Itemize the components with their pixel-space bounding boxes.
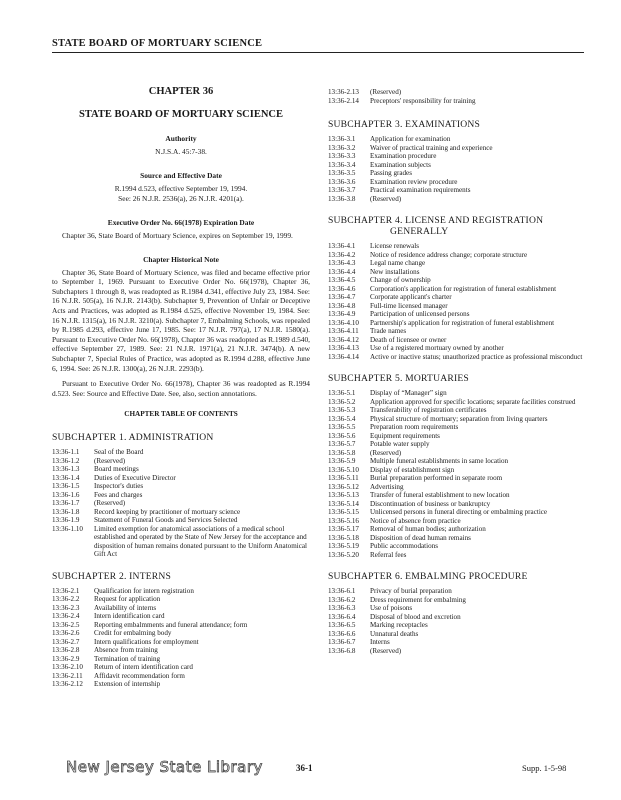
section-title: Physical structure of mortuary; separation from living quarters [370, 414, 548, 423]
section-number: 13:36-1.2 [52, 456, 80, 465]
toc-entry [328, 327, 586, 336]
source-text [52, 184, 310, 204]
toc-entry [328, 508, 586, 517]
chapter-number: CHAPTER 36 [148, 86, 214, 97]
toc-entry [328, 242, 586, 251]
section-title: Practical examination requirements [370, 186, 471, 194]
subchapter-heading [328, 215, 586, 237]
toc-entry [52, 465, 310, 474]
executive-order-text: Chapter 36, State Board of Mortuary Science, expires on September 19, 1999. [62, 231, 293, 240]
toc-entry [328, 551, 586, 560]
section-title: Seal of the Board [94, 448, 144, 457]
section-number: 13:36-5.13 [328, 491, 359, 499]
section-title: Partnership's application for registration of funeral establishment [370, 318, 555, 327]
toc-entry [328, 406, 586, 415]
subchapter-heading-line: SUBCHAPTER 4. LICENSE AND REGISTRATION [328, 215, 544, 226]
toc-entry [328, 483, 586, 492]
section-number: 13:36-3.6 [328, 177, 356, 186]
section-title: (Reserved) [94, 499, 126, 508]
toc-entry [328, 621, 586, 630]
section-title: Extension of internship [94, 680, 161, 689]
section-title: Affidavit recommendation form [94, 671, 185, 680]
section-number: 13:36-4.1 [328, 242, 356, 250]
section-title: Transferability of registration certificates [370, 406, 487, 414]
toc-entry [52, 508, 310, 517]
section-title: Advertising [370, 482, 404, 491]
toc-entry [328, 88, 586, 97]
section-number: 13:36-4.3 [328, 259, 356, 267]
page-number: 36-1 [296, 763, 313, 773]
toc-entry [52, 448, 310, 457]
section-title: Use of a registered mortuary owned by another [370, 344, 504, 352]
toc-entry [328, 638, 586, 647]
toc-entry [328, 310, 586, 319]
section-title: Removal of human bodies; authorization [370, 525, 486, 533]
section-number: 13:36-2.14 [328, 96, 359, 105]
toc-entry [328, 268, 586, 277]
section-number: 13:36-1.10 [52, 524, 83, 533]
toc-list [52, 587, 310, 689]
section-number: 13:36-1.6 [52, 490, 80, 499]
toc-entry [328, 525, 586, 534]
running-header: STATE BOARD OF MORTUARY SCIENCE [52, 38, 263, 49]
section-number: 13:36-2.10 [52, 663, 83, 672]
toc-entry [328, 500, 586, 509]
toc-entry [328, 152, 586, 161]
section-number: 13:36-4.10 [328, 318, 359, 327]
section-title: Participation of unlicensed persons [370, 310, 470, 318]
toc-entry [328, 542, 586, 551]
toc-entry [328, 398, 586, 407]
toc-entry [52, 621, 310, 630]
section-number: 13:36-2.7 [52, 637, 80, 646]
section-number: 13:36-3.7 [328, 186, 356, 194]
section-number: 13:36-4.12 [328, 335, 359, 344]
section-title: Return of intern identification card [94, 663, 193, 672]
section-title: Disposal of blood and excretion [370, 612, 461, 621]
header-rule [52, 52, 584, 53]
toc-entry [328, 466, 586, 475]
section-title: Full-time licensed manager [370, 301, 448, 310]
section-number: 13:36-5.5 [328, 423, 356, 431]
source-heading: Source and Effective Date [140, 171, 222, 180]
toc-entry [328, 195, 586, 204]
toc-entry [328, 415, 586, 424]
section-number: 13:36-4.5 [328, 276, 356, 284]
right-column [328, 88, 586, 667]
section-title: Active or inactive status; unauthorized practice as professional misconduct [370, 352, 583, 361]
toc-list [328, 135, 586, 203]
section-title: Termination of training [94, 654, 161, 663]
section-title: Passing grades [370, 169, 412, 177]
section-title: Duties of Executive Director [94, 473, 176, 482]
section-title: Display of establishment sign [370, 465, 455, 474]
toc-entry [52, 499, 310, 508]
section-title: Unnatural deaths [370, 629, 419, 638]
section-title: Reporting embalmments and funeral attendance; form [94, 620, 248, 629]
section-title: New installations [370, 267, 420, 276]
section-number: 13:36-5.19 [328, 542, 359, 550]
toc-entry [328, 389, 586, 398]
section-title: Death of licensee or owner [370, 335, 447, 344]
toc-list [328, 242, 586, 361]
section-title: Availability of interns [94, 603, 157, 612]
section-number: 13:36-1.8 [52, 507, 80, 516]
section-title: Qualification for intern registration [94, 586, 194, 595]
executive-order-heading: Executive Order No. 66(1978) Expiration Date [107, 218, 255, 227]
subchapter-heading: SUBCHAPTER 5. MORTUARIES [328, 373, 469, 384]
toc-entry [52, 525, 310, 559]
section-number: 13:36-5.8 [328, 448, 356, 457]
section-title: Privacy of burial preparation [370, 587, 452, 595]
section-title: Multiple funeral establishments in same location [370, 457, 509, 465]
section-title: Corporation's application for registration of funeral establishment [370, 284, 557, 293]
section-title: (Reserved) [370, 646, 402, 655]
section-title: (Reserved) [370, 194, 402, 203]
toc-entry [328, 440, 586, 449]
toc-entry [328, 169, 586, 178]
toc-entry [328, 423, 586, 432]
section-title: Waiver of practical training and experience [370, 143, 493, 152]
section-number: 13:36-6.5 [328, 621, 356, 629]
section-number: 13:36-5.10 [328, 465, 359, 474]
toc-entry [328, 517, 586, 526]
toc-list [328, 389, 586, 559]
section-number: 13:36-5.18 [328, 533, 359, 542]
section-number: 13:36-2.8 [52, 646, 80, 655]
section-title: Discontinuation of business or bankruptcy [370, 499, 491, 508]
section-title: Examination subjects [370, 160, 431, 169]
section-number: 13:36-5.12 [328, 482, 359, 491]
section-title: Equipment requirements [370, 431, 440, 440]
section-number: 13:36-5.4 [328, 414, 356, 423]
toc-entry [328, 319, 586, 328]
toc-entry [328, 630, 586, 639]
toc-entry [52, 680, 310, 689]
section-number: 13:36-3.1 [328, 135, 356, 143]
section-title: Examination review procedure [370, 177, 458, 186]
section-title: Preparation room requirements [370, 423, 459, 431]
authority-text: N.J.S.A. 45:7-38. [155, 147, 207, 156]
section-title: Record keeping by practitioner of mortuary science [94, 507, 241, 516]
section-number: 13:36-6.4 [328, 612, 356, 621]
section-title: (Reserved) [370, 448, 402, 457]
section-number: 13:36-1.3 [52, 465, 80, 474]
toc-entry [328, 344, 586, 353]
section-number: 13:36-3.2 [328, 143, 356, 152]
section-title: Disposition of dead human remains [370, 533, 471, 542]
section-number: 13:36-5.1 [328, 389, 356, 397]
toc-entry [328, 596, 586, 605]
section-number: 13:36-4.4 [328, 267, 356, 276]
section-number: 13:36-5.3 [328, 406, 356, 414]
section-number: 13:36-5.14 [328, 499, 359, 508]
toc-entry [328, 336, 586, 345]
section-title: Board meetings [94, 465, 139, 474]
toc-entry [52, 663, 310, 672]
toc-entry [52, 587, 310, 596]
section-title: Public accommodations [370, 542, 438, 550]
toc-entry [328, 259, 586, 268]
historical-note-text-2: Pursuant to Executive Order No. 66(1978), Chapter 36 was readopted as R.1994 d.523. See: Source and Effective Date. See, also, section annotations. [52, 379, 310, 398]
section-title: Potable water supply [370, 440, 430, 448]
toc-list [52, 448, 310, 559]
supplement-date: Supp. 1-5-98 [522, 763, 567, 773]
section-number: 13:36-2.11 [52, 671, 83, 680]
section-number: 13:36-2.1 [52, 586, 80, 595]
toc-entry [52, 474, 310, 483]
section-number: 13:36-5.9 [328, 457, 356, 465]
section-number: 13:36-3.8 [328, 194, 356, 203]
section-number: 13:36-4.11 [328, 327, 359, 335]
toc-entry [52, 457, 310, 466]
toc-entry [328, 186, 586, 195]
section-number: 13:36-5.20 [328, 550, 359, 559]
section-number: 13:36-4.2 [328, 250, 356, 259]
toc-entry [328, 251, 586, 260]
toc-entry [328, 135, 586, 144]
section-number: 13:36-6.7 [328, 638, 356, 646]
section-title: (Reserved) [370, 88, 402, 96]
section-number: 13:36-5.16 [328, 516, 359, 525]
section-number: 13:36-2.13 [328, 88, 359, 96]
toc-entry [328, 432, 586, 441]
section-title: Use of poisons [370, 604, 413, 612]
section-number: 13:36-5.6 [328, 431, 356, 440]
section-number: 13:36-1.1 [52, 448, 80, 457]
toc-entry [328, 353, 586, 362]
section-title: Marking receptacles [370, 621, 428, 629]
toc-entry [328, 587, 586, 596]
section-number: 13:36-4.13 [328, 344, 359, 352]
toc-entry [52, 516, 310, 525]
toc-entry [328, 144, 586, 153]
section-number: 13:36-1.9 [52, 516, 80, 525]
library-logo: New Jersey State Library [66, 758, 263, 776]
section-number: 13:36-4.7 [328, 293, 356, 301]
section-number: 13:36-4.6 [328, 284, 356, 293]
source-line: R.1994 d.523, effective September 19, 1994. [114, 184, 248, 193]
toc-entry [328, 491, 586, 500]
toc-entry [328, 302, 586, 311]
historical-note-heading: Chapter Historical Note [143, 254, 219, 264]
source-line: See: 26 N.J.R. 2536(a), 26 N.J.R. 4201(a). [118, 194, 244, 203]
section-number: 13:36-3.5 [328, 169, 356, 177]
section-title: Examination procedure [370, 152, 437, 160]
section-number: 13:36-2.6 [52, 629, 80, 638]
section-number: 13:36-2.12 [52, 680, 83, 689]
chapter-title: STATE BOARD OF MORTUARY SCIENCE [78, 109, 284, 120]
section-title: Preceptors' responsibility for training [370, 96, 476, 105]
section-title: Burial preparation performed in separate room [370, 474, 503, 482]
section-number: 13:36-4.9 [328, 310, 356, 318]
section-number: 13:36-4.14 [328, 352, 359, 361]
section-number: 13:36-5.15 [328, 508, 359, 516]
toc-entry [52, 612, 310, 621]
section-number: 13:36-5.2 [328, 397, 356, 406]
table-of-contents-heading: CHAPTER TABLE OF CONTENTS [124, 410, 238, 419]
toc-entry [52, 595, 310, 604]
section-number: 13:36-1.5 [52, 482, 80, 491]
section-number: 13:36-6.1 [328, 587, 356, 595]
toc-entry [328, 613, 586, 622]
toc-entry [328, 97, 586, 106]
section-number: 13:36-6.6 [328, 629, 356, 638]
toc-list [328, 587, 586, 655]
section-number: 13:36-4.8 [328, 301, 356, 310]
section-title: Dress requirement for embalming [370, 595, 466, 604]
section-title: Interns [370, 638, 390, 646]
section-number: 13:36-2.9 [52, 654, 80, 663]
section-number: 13:36-2.3 [52, 603, 80, 612]
toc-entry [328, 647, 586, 656]
subchapter-heading-continued: GENERALLY [390, 226, 449, 237]
section-title: Transfer of funeral establishment to new location [370, 491, 510, 499]
toc-entry [52, 482, 310, 491]
toc-entry [52, 646, 310, 655]
section-number: 13:36-5.17 [328, 525, 359, 533]
toc-list [328, 88, 586, 105]
toc-entry [328, 457, 586, 466]
left-column [52, 86, 310, 701]
toc-entry [328, 534, 586, 543]
toc-entry [328, 285, 586, 294]
section-number: 13:36-6.2 [328, 595, 356, 604]
section-title: Fees and charges [94, 490, 143, 499]
section-title: Intern identification card [94, 612, 165, 621]
historical-note-text: Chapter 36, State Board of Mortuary Science, was filed and became effective prior to September 1, 1969. Pursuant to Executive Order No. 66(1978), Chapter 36, Subchapters 1 through 8, was readopted as R.1984 d.341, effective July 23, 1984. See: 16 N.J.R. 505(a), 16 N.J.R. 2143(b). Subchapter 9, Prevention of Unfair or Deceptive Acts and Practices, was adopted as R.1984 d.525, effective November 19, 1984. See: 16 N.J.R. 1315(a), 16 N.J.R. 3210(a). Subchapter 7, Embalming Schools, was repealed by R.1985 d.293, effective June 17, 1985. See: 17 N.J.R. 797(a), 17 N.J.R. 1580(a). Pursuant to Executive Order No. 66(1978), Chapter 36 was readopted as R.1989 d.540, effective September 27, 1989. See: 21 N.J.R. 1971(a), 21 N.J.R. 3474(b). A new Subchapter 7, Special Rules of Practice, was adopted as R.1994 d.288, effective June 6, 1994. See: 26 N.J.R. 1300(a), 26 N.J.R. 2293(b). [52, 267, 311, 373]
section-title: Unlicensed persons in funeral directing or embalming practice [370, 508, 548, 516]
section-title: Limited exemption for anatomical associations of a medical school established and operated by the State of New Jersey for the acceptance and disposition of human remains donated pursuant to the Uniform Anatomical Gift Act [94, 524, 307, 559]
section-number: 13:36-6.3 [328, 604, 356, 612]
section-number: 13:36-3.3 [328, 152, 356, 160]
section-number: 13:36-2.2 [52, 595, 80, 604]
section-title: Request for application [94, 595, 161, 604]
toc-entry [328, 276, 586, 285]
section-number: 13:36-6.8 [328, 646, 356, 655]
section-title: Application for examination [370, 135, 451, 143]
section-number: 13:36-5.7 [328, 440, 356, 448]
section-title: Legal name change [370, 259, 426, 267]
subchapter-heading: SUBCHAPTER 1. ADMINISTRATION [52, 432, 214, 444]
section-title: Referral fees [370, 550, 407, 559]
section-number: 13:36-5.11 [328, 474, 359, 482]
toc-entry [328, 474, 586, 483]
toc-entry [52, 491, 310, 500]
section-title: Corporate applicant's charter [370, 293, 452, 301]
section-title: Application approved for specific locations; separate facilities construed [370, 397, 576, 406]
toc-entry [52, 655, 310, 664]
section-title: Display of “Manager” sign [370, 389, 447, 397]
section-title: Absence from training [94, 646, 158, 655]
toc-entry [52, 604, 310, 613]
toc-entry [52, 672, 310, 681]
subchapter-heading: SUBCHAPTER 6. EMBALMING PROCEDURE [328, 571, 528, 582]
section-title: Intern qualifications for employment [94, 637, 199, 646]
section-title: Notice of absence from practice [370, 516, 461, 525]
section-title: Notice of residence address change; corporate structure [370, 250, 528, 259]
subchapter-heading: SUBCHAPTER 3. EXAMINATIONS [328, 119, 481, 130]
toc-entry [52, 638, 310, 647]
subchapter-heading: SUBCHAPTER 2. INTERNS [52, 570, 172, 582]
toc-entry [328, 178, 586, 187]
section-title: Credit for embalming body [94, 629, 172, 638]
authority-heading: Authority [165, 134, 197, 143]
section-title: License renewals [370, 242, 420, 250]
section-title: (Reserved) [94, 456, 126, 465]
toc-entry [328, 161, 586, 170]
section-title: Trade names [370, 327, 407, 335]
toc-entry [328, 604, 586, 613]
section-number: 13:36-2.5 [52, 620, 80, 629]
section-number: 13:36-2.4 [52, 612, 80, 621]
section-number: 13:36-1.7 [52, 499, 80, 508]
section-title: Statement of Funeral Goods and Services Selected [94, 516, 238, 525]
toc-entry [328, 449, 586, 458]
section-title: Inspector's duties [94, 482, 144, 491]
section-number: 13:36-3.4 [328, 160, 356, 169]
toc-entry [52, 629, 310, 638]
toc-entry [328, 293, 586, 302]
section-title: Change of ownership [370, 276, 431, 284]
section-number: 13:36-1.4 [52, 473, 80, 482]
